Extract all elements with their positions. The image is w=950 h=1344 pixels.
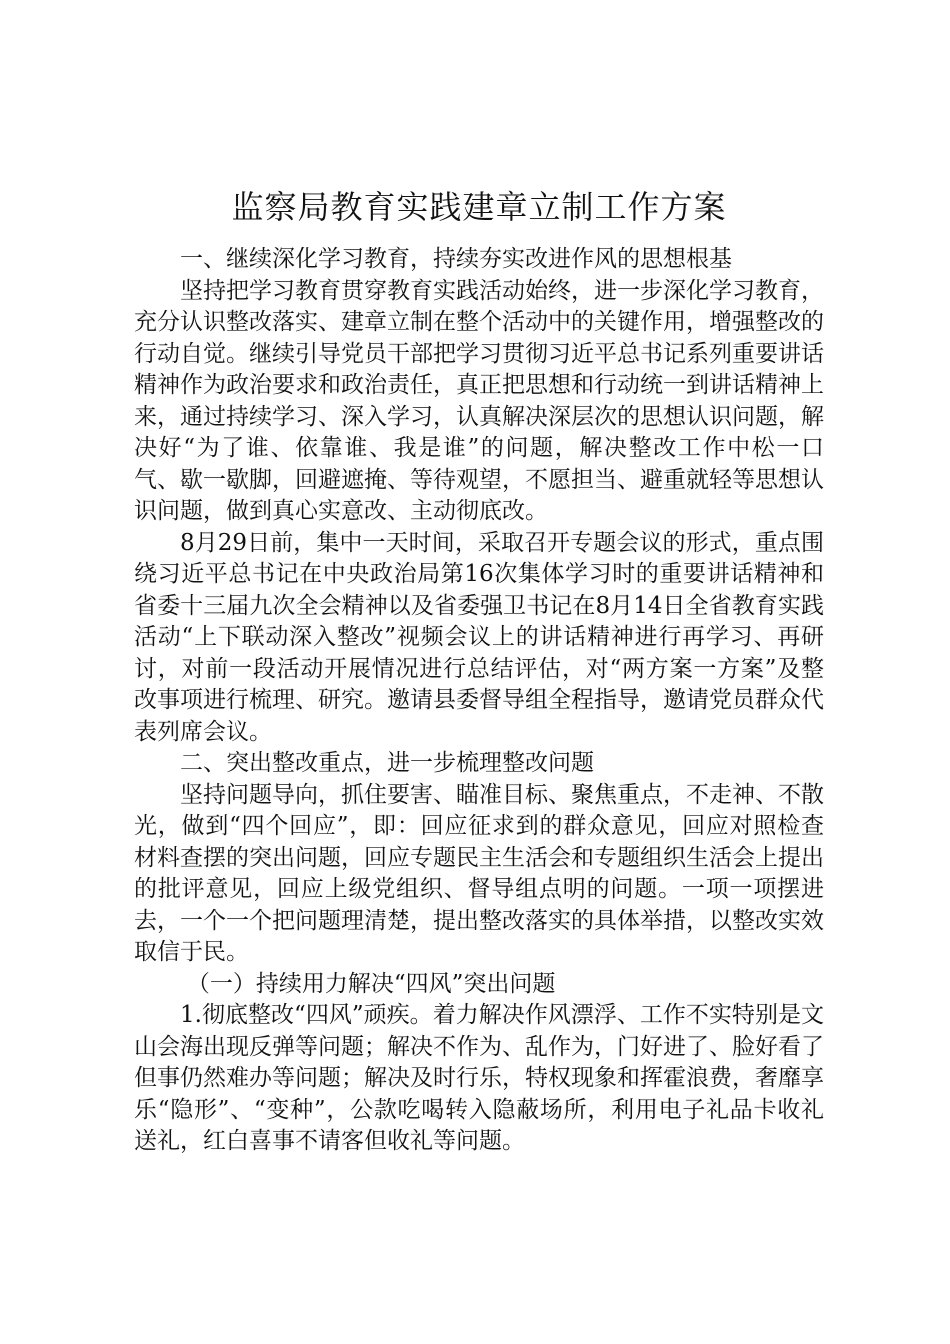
section-2-paragraph-1: 坚持问题导向，抓住要害、瞄准目标、聚焦重点，不走神、不散光，做到“四个回应”，即：回应征求到的群众意见，回应对照检查材料查摆的突出问题，回应专题民主生活会和专题组织生活会上提出的批评意见，回应上级党组织、督导组点明的问题。一项一项摆进去，一个一个把问题理清楚，提出整改落实的具体举措，以整改实效取信于民。 xyxy=(134,781,824,965)
section-1-paragraph-1: 坚持把学习教育贯穿教育实践活动始终，进一步深化学习教育，充分认识整改落实、建章立制在整个活动中的关键作用，增强整改的行动自觉。继续引导党员干部把学习贯彻习近平总书记系列重要讲话精神作为政治要求和政治责任，真正把思想和行动统一到讲话精神上来，通过持续学习、深入学习，认真解决深层次的思想认识问题，解决好“为了谁、依靠谁、我是谁”的问题，解决整改工作中松一口气、歇一歇脚，回避遮掩、等待观望，不愿担当、避重就轻等思想认识问题，做到真心实意改、主动彻底改。 xyxy=(134,277,824,524)
section-1-heading: 一、继续深化学习教育，持续夯实改进作风的思想根基 xyxy=(180,246,732,272)
section-1-paragraph-2: 8月29日前，集中一天时间，采取召开专题会议的形式，重点围绕习近平总书记在中央政治局第16次集体学习时的重要讲话精神和省委十三届九次全会精神以及省委强卫书记在8月14日全省教育实践活动“上下联动深入整改”视频会议上的讲话精神进行再学习、再研讨，对前一段活动开展情况进行总结评估，对“两方案一方案”及整改事项进行梳理、研究。邀请县委督导组全程指导，邀请党员群众代表列席会议。 xyxy=(134,529,824,745)
subsection-1-paragraph-1: 1.彻底整改“四风”顽疾。着力解决作风漂浮、工作不实特别是文山会海出现反弹等问题；解决不作为、乱作为，门好进了、脸好看了但事仍然难办等问题；解决及时行乐，特权现象和挥霍浪费，奢靡享乐“隐形”、“变种”，公款吃喝转入隐蔽场所，利用电子礼品卡收礼送礼，红白喜事不请客但收礼等问题。 xyxy=(134,1002,824,1154)
section-2-heading: 二、突出整改重点，进一步梳理整改问题 xyxy=(180,750,594,776)
subsection-1-heading: （一）持续用力解决“四风”突出问题 xyxy=(186,970,556,997)
document-title: 监察局教育实践建章立制工作方案 xyxy=(231,188,727,226)
document-page xyxy=(134,180,824,1158)
